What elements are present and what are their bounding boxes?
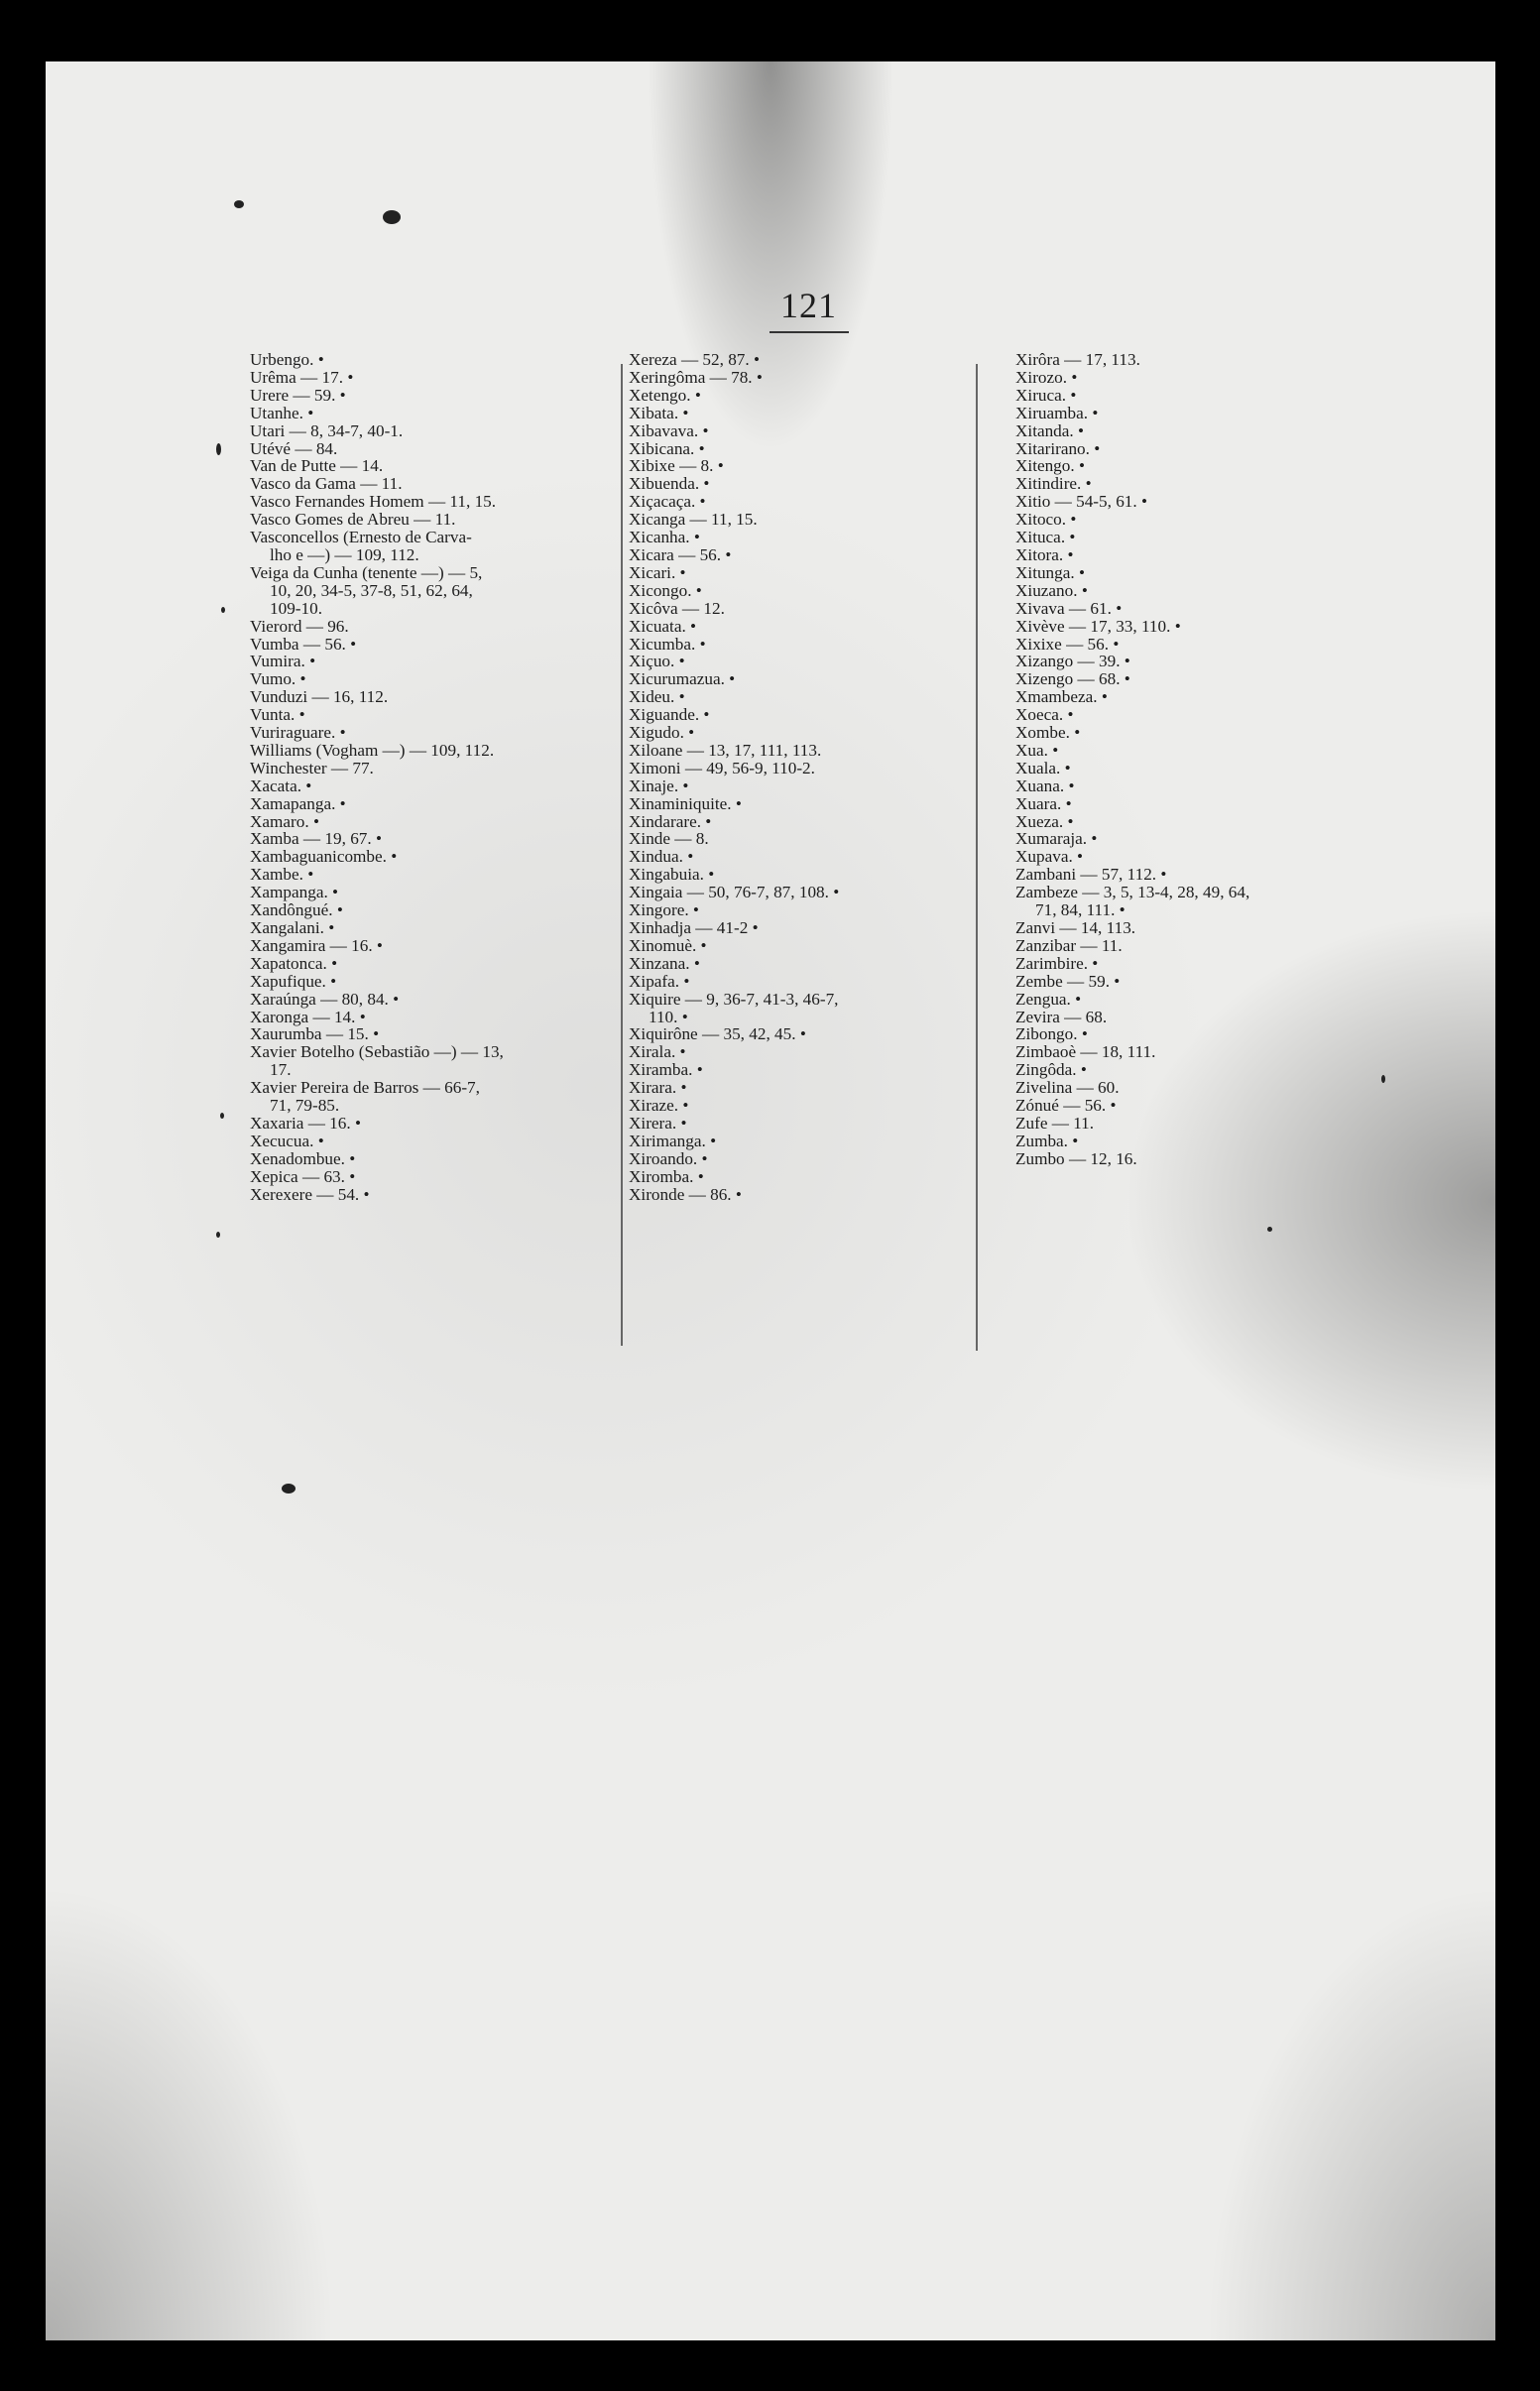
index-entry: Xamba — 19, 67. • <box>250 829 382 849</box>
index-entry: Xingaia — 50, 76-7, 87, 108. • <box>629 883 840 902</box>
index-entry: Xereza — 52, 87. • <box>629 350 761 369</box>
index-entry: Xironde — 86. • <box>629 1184 742 1204</box>
index-entry: Xibixe — 8. • <box>629 456 724 476</box>
page-number-rule <box>770 331 849 333</box>
index-entry: Xitoco. • <box>1015 510 1077 530</box>
index-entry: Xibuenda. • <box>629 474 710 494</box>
index-entry: Xirôra — 17, 113. <box>1015 350 1140 369</box>
index-entry: 109-10. <box>270 598 322 618</box>
index-entry: Xirimanga. • <box>629 1131 717 1150</box>
index-entry: Xirala. • <box>629 1042 686 1062</box>
index-entry: Xinde — 8. <box>629 829 709 849</box>
index-entry: Xepica — 63. • <box>250 1166 356 1186</box>
index-entry: Zufe — 11. <box>1015 1113 1095 1133</box>
index-entry: Xitindire. • <box>1015 474 1092 494</box>
index-entry: Xinaminiquite. • <box>629 793 742 813</box>
index-entry: Xapatonca. • <box>250 953 338 973</box>
index-entry: Xiromba. • <box>629 1166 704 1186</box>
index-entry: Xirozo. • <box>1015 367 1078 387</box>
index-entry: Xitanda. • <box>1015 420 1085 440</box>
index-entry: Zambeze — 3, 5, 13-4, 28, 49, 64, <box>1015 883 1250 902</box>
index-entry: Xeringôma — 78. • <box>629 367 763 387</box>
index-entry: Xiloane — 13, 17, 111, 113. <box>629 740 822 760</box>
index-entry: Xuara. • <box>1015 793 1072 813</box>
index-entry: 17. <box>270 1060 292 1080</box>
index-entry: Vumba — 56. • <box>250 634 357 654</box>
index-entry: Xaronga — 14. • <box>250 1007 366 1026</box>
index-entry: Xenadombue. • <box>250 1148 356 1168</box>
index-entry: 71, 84, 111. • <box>1035 900 1125 920</box>
index-entry: 110. • <box>649 1007 688 1026</box>
scan-speck <box>1267 1227 1272 1232</box>
scan-speck <box>216 443 221 455</box>
index-entry: Xiuzano. • <box>1015 580 1088 600</box>
index-entry: Utévé — 84. <box>250 438 338 458</box>
index-entry: Xizango — 39. • <box>1015 652 1130 671</box>
index-entry: Xiramba. • <box>629 1060 703 1080</box>
index-entry: Xicumba. • <box>629 634 706 654</box>
index-entry: Utanhe. • <box>250 403 314 422</box>
index-entry: 10, 20, 34-5, 37-8, 51, 62, 64, <box>270 580 473 600</box>
index-entry: Vunduzi — 16, 112. <box>250 687 389 707</box>
index-entry: Xicari. • <box>629 562 686 582</box>
index-entry: Xiquirône — 35, 42, 45. • <box>629 1024 806 1044</box>
index-entry: Zambani — 57, 112. • <box>1015 865 1167 885</box>
index-entry: Xiçacaça. • <box>629 492 706 512</box>
index-entry: Xua. • <box>1015 740 1059 760</box>
index-entry: Xerexere — 54. • <box>250 1184 370 1204</box>
index-column-2 <box>629 351 986 1204</box>
index-entry: Xapufique. • <box>250 971 337 991</box>
index-entry: Xixixe — 56. • <box>1015 634 1120 654</box>
index-entry: Xangamira — 16. • <box>250 935 383 955</box>
index-entry: Vunta. • <box>250 705 305 725</box>
index-entry: Xetengo. • <box>629 385 701 405</box>
index-column-1 <box>250 351 607 1204</box>
scan-speck <box>1381 1075 1385 1083</box>
index-entry: Xmambeza. • <box>1015 687 1108 707</box>
index-entry: Xitio — 54-5, 61. • <box>1015 492 1148 512</box>
index-entry: Xicanga — 11, 15. <box>629 510 758 530</box>
index-entry: Xinhadja — 41-2 • <box>629 918 759 937</box>
index-entry: Vasconcellos (Ernesto de Carva- <box>250 528 472 547</box>
index-entry: Xitunga. • <box>1015 562 1085 582</box>
scan-speck <box>234 200 244 208</box>
index-entry: Zanzibar — 11. <box>1015 935 1123 955</box>
index-entry: Xiroando. • <box>629 1148 708 1168</box>
index-entry: Xizengo — 68. • <box>1015 669 1130 689</box>
index-entry: Urêma — 17. • <box>250 367 354 387</box>
index-entry: Xinzana. • <box>629 953 700 973</box>
index-entry: Utari — 8, 34-7, 40-1. <box>250 420 404 440</box>
index-entry: Urere — 59. • <box>250 385 346 405</box>
index-entry: Xicôva — 12. <box>629 598 725 618</box>
index-entry: Xivève — 17, 33, 110. • <box>1015 616 1181 636</box>
index-entry: Xideu. • <box>629 687 685 707</box>
index-entry: Xigudo. • <box>629 723 695 743</box>
index-entry: Urbengo. • <box>250 350 324 369</box>
page-number: 121 <box>780 286 837 325</box>
index-entry: Xuala. • <box>1015 758 1071 777</box>
index-entry: Vasco Fernandes Homem — 11, 15. <box>250 492 497 512</box>
index-entry: Xaxaria — 16. • <box>250 1113 361 1133</box>
index-column-3 <box>1015 351 1353 1168</box>
index-entry: Xampanga. • <box>250 883 339 902</box>
index-entry: Xituca. • <box>1015 528 1076 547</box>
scan-speck <box>383 210 401 224</box>
index-entry: Xipafa. • <box>629 971 690 991</box>
index-entry: Vasco da Gama — 11. <box>250 474 403 494</box>
index-entry: Xitengo. • <box>1015 456 1085 476</box>
index-entry: Xicongo. • <box>629 580 702 600</box>
index-entry: Xingore. • <box>629 900 699 920</box>
index-entry: Zevira — 68. <box>1015 1007 1108 1026</box>
index-entry: Xiquire — 9, 36-7, 41-3, 46-7, <box>629 989 839 1009</box>
index-entry: Van de Putte — 14. <box>250 456 384 476</box>
index-entry: Vumira. • <box>250 652 316 671</box>
index-entry: Xiruca. • <box>1015 385 1077 405</box>
index-entry: Xoeca. • <box>1015 705 1074 725</box>
index-entry: lho e —) — 109, 112. <box>270 544 419 564</box>
index-entry: Xueza. • <box>1015 811 1074 831</box>
index-entry: Zembe — 59. • <box>1015 971 1121 991</box>
index-entry: Xingabuia. • <box>629 865 715 885</box>
index-entry: Vuriraguare. • <box>250 723 346 743</box>
index-entry: Xicurumazua. • <box>629 669 736 689</box>
index-entry: Vasco Gomes de Abreu — 11. <box>250 510 456 530</box>
column-divider <box>621 364 623 1346</box>
scan-speck <box>220 1113 224 1119</box>
index-entry: Zengua. • <box>1015 989 1082 1009</box>
index-entry: Xitarirano. • <box>1015 438 1101 458</box>
index-entry: Xindarare. • <box>629 811 712 831</box>
index-entry: Xumaraja. • <box>1015 829 1098 849</box>
index-entry: Zarimbire. • <box>1015 953 1099 973</box>
index-entry: 71, 79-85. <box>270 1096 340 1116</box>
index-entry: Zumba. • <box>1015 1131 1079 1150</box>
index-entry: Xaurumba — 15. • <box>250 1024 380 1044</box>
index-entry: Xirera. • <box>629 1113 687 1133</box>
index-entry: Zingôda. • <box>1015 1060 1087 1080</box>
index-entry: Xamapanga. • <box>250 793 346 813</box>
index-entry: Xavier Pereira de Barros — 66-7, <box>250 1078 480 1098</box>
index-entry: Xambaguanicombe. • <box>250 847 398 867</box>
scan-speck <box>221 607 225 613</box>
index-entry: Xamaro. • <box>250 811 319 831</box>
index-entry: Xecucua. • <box>250 1131 324 1150</box>
index-entry: Xitora. • <box>1015 544 1074 564</box>
index-entry: Zimbaoè — 18, 111. <box>1015 1042 1156 1062</box>
index-entry: Xaraúnga — 80, 84. • <box>250 989 400 1009</box>
scanned-page <box>46 61 1495 2340</box>
index-entry: Xicara — 56. • <box>629 544 732 564</box>
index-entry: Xirara. • <box>629 1078 687 1098</box>
index-entry: Xibicana. • <box>629 438 705 458</box>
index-entry: Vumo. • <box>250 669 306 689</box>
index-entry: Zanvi — 14, 113. <box>1015 918 1136 937</box>
index-entry: Xivava — 61. • <box>1015 598 1123 618</box>
index-entry: Xupava. • <box>1015 847 1084 867</box>
scan-speck <box>216 1232 220 1238</box>
index-entry: Ximoni — 49, 56-9, 110-2. <box>629 758 815 777</box>
index-entry: Xavier Botelho (Sebastião —) — 13, <box>250 1042 504 1062</box>
index-entry: Vierord — 96. <box>250 616 349 636</box>
index-entry: Veiga da Cunha (tenente —) — 5, <box>250 562 483 582</box>
index-entry: Xicanha. • <box>629 528 700 547</box>
index-entry: Zibongo. • <box>1015 1024 1088 1044</box>
index-entry: Zónué — 56. • <box>1015 1096 1117 1116</box>
index-entry: Xombe. • <box>1015 723 1081 743</box>
index-entry: Xiguande. • <box>629 705 710 725</box>
index-entry: Xinaje. • <box>629 776 689 795</box>
index-entry: Williams (Vogham —) — 109, 112. <box>250 740 495 760</box>
index-entry: Xibavava. • <box>629 420 709 440</box>
index-entry: Xibata. • <box>629 403 689 422</box>
index-entry: Xambe. • <box>250 865 314 885</box>
index-entry: Xindua. • <box>629 847 694 867</box>
index-entry: Winchester — 77. <box>250 758 374 777</box>
index-entry: Xinomuè. • <box>629 935 707 955</box>
index-entry: Xicuata. • <box>629 616 697 636</box>
index-entry: Xangalani. • <box>250 918 335 937</box>
index-entry: Xiruamba. • <box>1015 403 1099 422</box>
index-entry: Xuana. • <box>1015 776 1075 795</box>
index-entry: Xacata. • <box>250 776 312 795</box>
index-entry: Xiçuo. • <box>629 652 685 671</box>
index-entry: Xandôngué. • <box>250 900 343 920</box>
index-entry: Zumbo — 12, 16. <box>1015 1148 1137 1168</box>
index-entry: Xiraze. • <box>629 1096 689 1116</box>
scan-speck <box>282 1484 296 1494</box>
column-divider <box>976 364 978 1351</box>
index-entry: Zivelina — 60. <box>1015 1078 1120 1098</box>
